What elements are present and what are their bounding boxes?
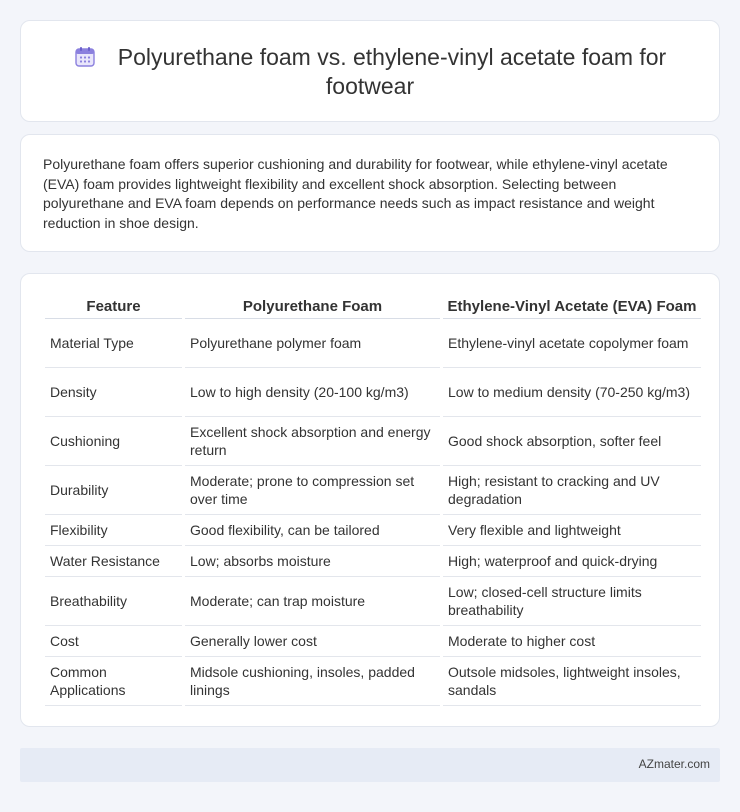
eva-cell: High; resistant to cracking and UV degradation [443,466,701,515]
intro-paragraph: Polyurethane foam offers superior cushioning and durability for footwear, while ethylene-vinyl acetate (EVA) foam provides lightweight flexibility and excellent shock absorption. Selecting between polyurethane and EVA foam depends on performance needs such as impact resistance and weight reduction in shoe design. [43,156,668,231]
polyurethane-cell: Midsole cushioning, insoles, padded linings [185,657,440,706]
table-row [45,657,701,706]
header-polyurethane: Polyurethane Foam [185,296,440,319]
eva-cell: Good shock absorption, softer feel [443,417,701,466]
feature-cell: Breathability [45,577,182,626]
polyurethane-cell: Generally lower cost [185,626,440,657]
page-title-container [41,43,699,101]
comparison-table-card [20,273,720,727]
footer-site-link[interactable]: AZmater.com [638,757,710,771]
table-row [45,577,701,626]
title-card [20,20,720,122]
polyurethane-cell: Polyurethane polymer foam [185,319,440,368]
polyurethane-cell: Low; absorbs moisture [185,546,440,577]
eva-cell: Low to medium density (70-250 kg/m3) [443,368,701,417]
feature-cell: Durability [45,466,182,515]
intro-card [20,134,720,252]
polyurethane-cell: Good flexibility, can be tailored [185,515,440,546]
page-title: Polyurethane foam vs. ethylene-vinyl acetate foam for footwear [117,44,667,99]
eva-cell: Very flexible and lightweight [443,515,701,546]
eva-cell: Low; closed-cell structure limits breathability [443,577,701,626]
polyurethane-cell: Moderate; prone to compression set over time [185,466,440,515]
feature-cell: Common Applications [45,657,182,706]
table-row [45,546,701,577]
polyurethane-cell: Excellent shock absorption and energy return [185,417,440,466]
calendar-icon [74,46,96,68]
table-row [45,515,701,546]
table-row [45,368,701,417]
footer-bar [20,748,720,782]
comparison-table [42,296,704,706]
polyurethane-cell: Low to high density (20-100 kg/m3) [185,368,440,417]
feature-cell: Density [45,368,182,417]
feature-cell: Cost [45,626,182,657]
feature-cell: Cushioning [45,417,182,466]
header-eva: Ethylene-Vinyl Acetate (EVA) Foam [443,296,701,319]
eva-cell: Moderate to higher cost [443,626,701,657]
table-row [45,626,701,657]
polyurethane-cell: Moderate; can trap moisture [185,577,440,626]
eva-cell: Outsole midsoles, lightweight insoles, sandals [443,657,701,706]
feature-cell: Water Resistance [45,546,182,577]
table-row [45,417,701,466]
header-feature: Feature [45,296,182,319]
eva-cell: Ethylene-vinyl acetate copolymer foam [443,319,701,368]
eva-cell: High; waterproof and quick-drying [443,546,701,577]
table-row [45,319,701,368]
table-header-row [45,296,701,319]
table-row [45,466,701,515]
feature-cell: Flexibility [45,515,182,546]
feature-cell: Material Type [45,319,182,368]
